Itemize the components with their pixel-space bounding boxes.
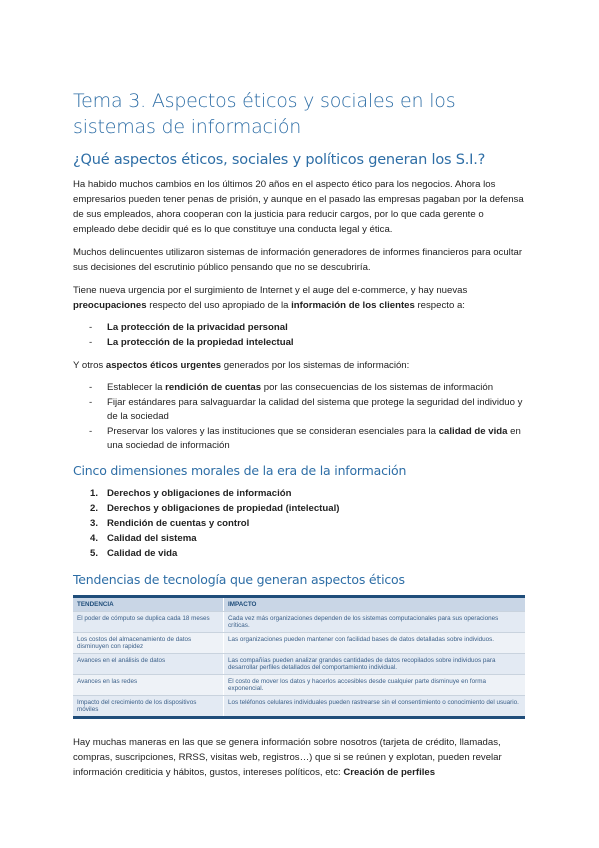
list-text: Derechos y obligaciones de propiedad (intelectual): [107, 502, 340, 514]
paragraph-otros-aspectos: [73, 358, 528, 373]
paragraph-perfiles: [73, 735, 528, 780]
table-row: [73, 612, 525, 633]
table-cell: Los costos del almacenamiento de datos disminuyen con rapidez: [77, 635, 192, 650]
bold-text: Creación de perfiles: [343, 766, 436, 778]
bold-text: información de los clientes: [291, 300, 415, 311]
list-item: [90, 546, 528, 561]
page-title: Tema 3. Aspectos éticos y sociales en los sistemas de información: [73, 90, 456, 138]
table-cell: Cada vez más organizaciones dependen de los sistemas computacionales para sus operaciones críticas.: [223, 612, 525, 632]
bold-text: rendición de cuentas: [165, 382, 262, 393]
list-item: [107, 381, 528, 396]
table-row: [73, 654, 525, 675]
section-heading-tendencias: Tendencias de tecnología que generan aspectos éticos: [73, 571, 405, 587]
list-number: 4.: [90, 532, 99, 544]
text: Y otros: [73, 360, 106, 371]
text: Tiene nueva urgencia por el surgimiento de Internet y el auge del e-commerce, y hay nuevas: [73, 285, 468, 296]
table-cell: Avances en las redes: [77, 677, 138, 685]
bold-text: La protección de la privacidad personal: [107, 322, 288, 333]
table-header-impacto: IMPACTO: [223, 598, 525, 611]
text: en una sociedad de información: [107, 425, 521, 451]
list-text: Rendición de cuentas y control: [107, 517, 250, 529]
text: generados por los sistemas de información:: [221, 360, 410, 371]
list-text: Calidad de vida: [107, 547, 178, 559]
text: respecto a:: [414, 300, 465, 311]
tendencias-table: [73, 595, 525, 719]
bold-text: calidad de vida: [438, 425, 508, 437]
table-cell: El costo de mover los datos y hacerlos accesibles desde cualquier parte disminuye en forma exponencial.: [223, 675, 525, 695]
list-number: 3.: [90, 517, 99, 529]
table-cell: Impacto del crecimiento de los dispositivos móviles: [77, 698, 197, 713]
list-item: [90, 501, 528, 516]
table-cell: Los teléfonos celulares individuales pueden rastrearse sin el consentimiento o conocimiento del usuario.: [223, 696, 525, 716]
table-cell: Las organizaciones pueden mantener con facilidad bases de datos detalladas sobre individuos.: [223, 633, 525, 653]
section-heading-aspectos: ¿Qué aspectos éticos, sociales y políticos generan los S.I.?: [73, 152, 486, 168]
list-item: [107, 396, 528, 425]
list-item: [90, 516, 528, 531]
paragraph-cambios: Ha habido muchos cambios en los últimos 20 años en el aspecto ético para los negocios. Ahora los empresarios pueden tener penas de prisión, y aunque en el pasado las empresas pagaban por la defensa de sus empleados, ahora cooperan con la justicia para reducir cargos, por lo que cada gerente o empleado debe decidir qué es lo que constituye una conducta legal y ética.: [73, 179, 524, 235]
table-header-row: [73, 598, 525, 612]
list-number: 1.: [90, 487, 99, 499]
list-aspectos-urgentes: [73, 381, 528, 454]
table-row: [73, 675, 525, 696]
table-cell: El poder de cómputo se duplica cada 18 meses: [77, 614, 210, 622]
text: Establecer la: [107, 382, 166, 393]
bold-text: aspectos éticos urgentes: [105, 360, 222, 371]
bold-text: La protección de la propiedad intelectual: [107, 336, 294, 348]
text: respecto del uso apropiado de la: [146, 300, 292, 311]
list-item: [107, 336, 528, 351]
list-number: 5.: [90, 547, 99, 559]
paragraph-urgencia: [73, 283, 528, 313]
text: por las consecuencias de los sistemas de información: [261, 382, 494, 393]
list-item: [90, 531, 528, 546]
bold-text: preocupaciones: [73, 300, 147, 311]
list-text: Derechos y obligaciones de información: [107, 487, 292, 499]
list-item: [107, 321, 528, 336]
list-dimensiones: [73, 486, 528, 561]
list-number: 2.: [90, 502, 99, 514]
text: Preservar los valores y las instituciones que se consideran esenciales para la: [107, 425, 439, 437]
section-heading-dimensiones: Cinco dimensiones morales de la era de la información: [73, 462, 407, 478]
list-text: Calidad del sistema: [107, 532, 197, 544]
list-item: [90, 486, 528, 501]
table-cell: Avances en el análisis de datos: [77, 656, 166, 664]
table-row: [73, 696, 525, 716]
table-cell: Las compañías pueden analizar grandes cantidades de datos recopilados sobre individuos para desarrollar perfiles detallados del comportamiento individual.: [223, 654, 525, 674]
document-content: [73, 88, 528, 788]
table-header-tendencia: TENDENCIA: [77, 600, 114, 608]
table-row: [73, 633, 525, 654]
paragraph-delincuentes: Muchos delincuentes utilizaron sistemas de información generadores de informes financieros para ocultar sus decisiones del escrutinio público pensando que no se descubriría.: [73, 247, 523, 273]
text: Fijar estándares para salvaguardar la calidad del sistema que protege la seguridad del individuo y de la sociedad: [107, 396, 523, 422]
list-protecciones: [73, 321, 528, 350]
text: Hay muchas maneras en las que se genera información sobre nosotros (tarjeta de crédito, llamadas, compras, suscripciones, RRSS, visitas web, registros…) que si se reúnen y explotan, pueden revelar información crediticia y hábitos, gustos, intereses políticos, etc:: [73, 736, 502, 778]
list-item: [107, 425, 528, 454]
